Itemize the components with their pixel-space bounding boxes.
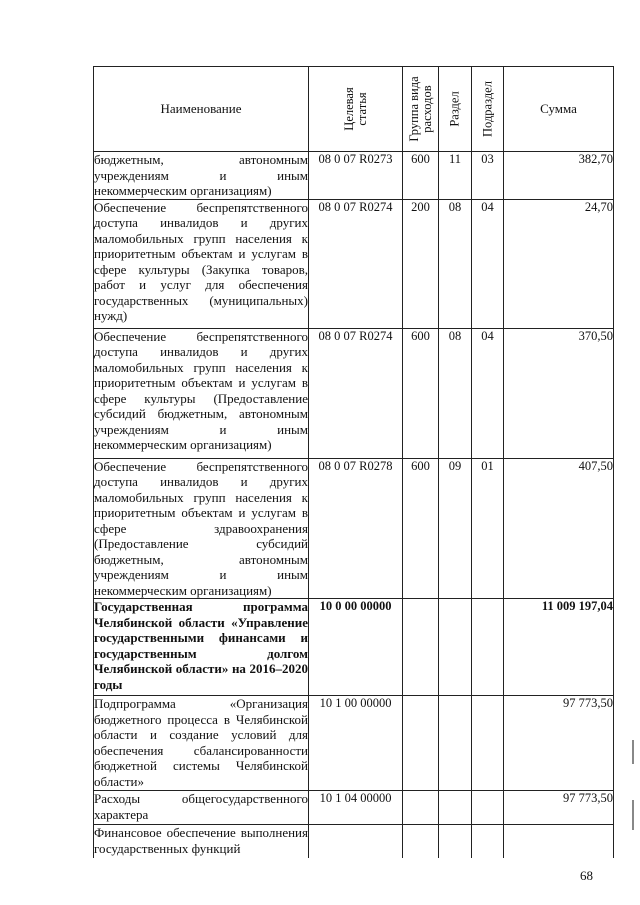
header-name: Наименование xyxy=(94,67,309,152)
row-name: Подпрограмма «Организация бюджетного процесса в Челябинской области и создание условий для обеспечения сбалансированности бюджетной системы Челябинской области» xyxy=(94,696,308,789)
scan-edge-mark xyxy=(632,800,634,830)
table-row xyxy=(94,791,614,825)
row-section: 08 xyxy=(439,328,472,458)
row-sum: 11 009 197,04 xyxy=(504,599,614,696)
row-name: Обеспечение беспрепятственного доступа инвалидов и других маломобильных групп населения к приоритетным объектам и услугам в сфере здравоохранения (Предоставление субсидий бюджетным, автономным учреждениям и иным некоммерческим организациям) xyxy=(94,458,308,598)
row-subsection xyxy=(472,696,504,791)
scan-edge-mark xyxy=(632,740,634,764)
row-subsection: 04 xyxy=(472,328,504,458)
row-subsection xyxy=(472,599,504,696)
row-sum xyxy=(504,825,614,858)
row-subsection: 01 xyxy=(472,458,504,599)
table-row xyxy=(94,825,614,858)
table-header-row xyxy=(94,67,614,152)
row-target: 08 0 07 R0273 xyxy=(309,152,403,200)
row-subsection xyxy=(472,825,504,858)
header-subsection xyxy=(472,67,504,152)
row-sum: 407,50 xyxy=(504,458,614,599)
header-target xyxy=(309,67,403,152)
table-row xyxy=(94,458,614,599)
row-section xyxy=(439,791,472,825)
row-sum: 24,70 xyxy=(504,199,614,328)
row-sum: 97 773,50 xyxy=(504,791,614,825)
row-subsection: 03 xyxy=(472,152,504,200)
row-name: Расходы общегосударственного характера xyxy=(94,791,309,825)
header-section xyxy=(439,67,472,152)
header-subsection-label: Подраздел xyxy=(480,81,494,137)
row-target: 08 0 07 R0274 xyxy=(309,328,403,458)
header-sum: Сумма xyxy=(504,67,614,152)
row-target xyxy=(309,825,403,858)
row-sum: 97 773,50 xyxy=(504,696,614,791)
header-group-label: Группа вида расходов xyxy=(406,76,434,142)
row-group: 600 xyxy=(403,458,439,599)
row-name: Обеспечение беспрепятственного доступа инвалидов и других маломобильных групп населения к приоритетным объектам и услугам в сфере культуры (Закупка товаров, работ и услуг для обеспечения государственных (муниципальных) нужд) xyxy=(94,199,309,328)
row-subsection xyxy=(472,791,504,825)
row-name: Финансовое обеспечение выполнения государственных функций xyxy=(94,825,308,856)
row-group: 600 xyxy=(403,328,439,458)
row-group: 200 xyxy=(403,199,439,328)
row-section: 08 xyxy=(439,199,472,328)
row-group xyxy=(403,825,439,858)
header-section-label: Раздел xyxy=(447,91,462,127)
table-row xyxy=(94,199,614,328)
row-subsection: 04 xyxy=(472,199,504,328)
table-row xyxy=(94,328,614,458)
row-section xyxy=(439,696,472,791)
row-group xyxy=(403,696,439,791)
row-section xyxy=(439,825,472,858)
row-target: 10 1 00 00000 xyxy=(309,696,403,791)
page-number: 68 xyxy=(580,868,593,883)
row-section: 09 xyxy=(439,458,472,599)
row-target: 08 0 07 R0274 xyxy=(309,199,403,328)
row-group xyxy=(403,599,439,696)
row-target: 08 0 07 R0278 xyxy=(309,458,403,599)
row-section: 11 xyxy=(439,152,472,200)
table-row xyxy=(94,152,614,200)
row-sum: 370,50 xyxy=(504,328,614,458)
table-row xyxy=(94,696,614,791)
row-target: 10 0 00 00000 xyxy=(309,599,403,696)
row-name: Государственная программа Челябинской области «Управление государственными финансами и государственным долгом Челябинской области» на 2016–2020 годы xyxy=(94,599,309,696)
table-row-program xyxy=(94,599,614,696)
row-sum: 382,70 xyxy=(504,152,614,200)
header-group xyxy=(403,67,439,152)
header-target-label: Целевая статья xyxy=(341,87,369,131)
row-target: 10 1 04 00000 xyxy=(309,791,403,825)
row-section xyxy=(439,599,472,696)
budget-table xyxy=(93,66,614,858)
row-name: Обеспечение беспрепятственного доступа инвалидов и других маломобильных групп населения к приоритетным объектам и услугам в сфере культуры (Предоставление субсидий бюджетным, автономным учреждениям и иным некоммерческим организациям) xyxy=(94,328,309,458)
row-group xyxy=(403,791,439,825)
row-group: 600 xyxy=(403,152,439,200)
row-name: бюджетным, автономным учреждениям и иным некоммерческим организациям) xyxy=(94,152,308,198)
